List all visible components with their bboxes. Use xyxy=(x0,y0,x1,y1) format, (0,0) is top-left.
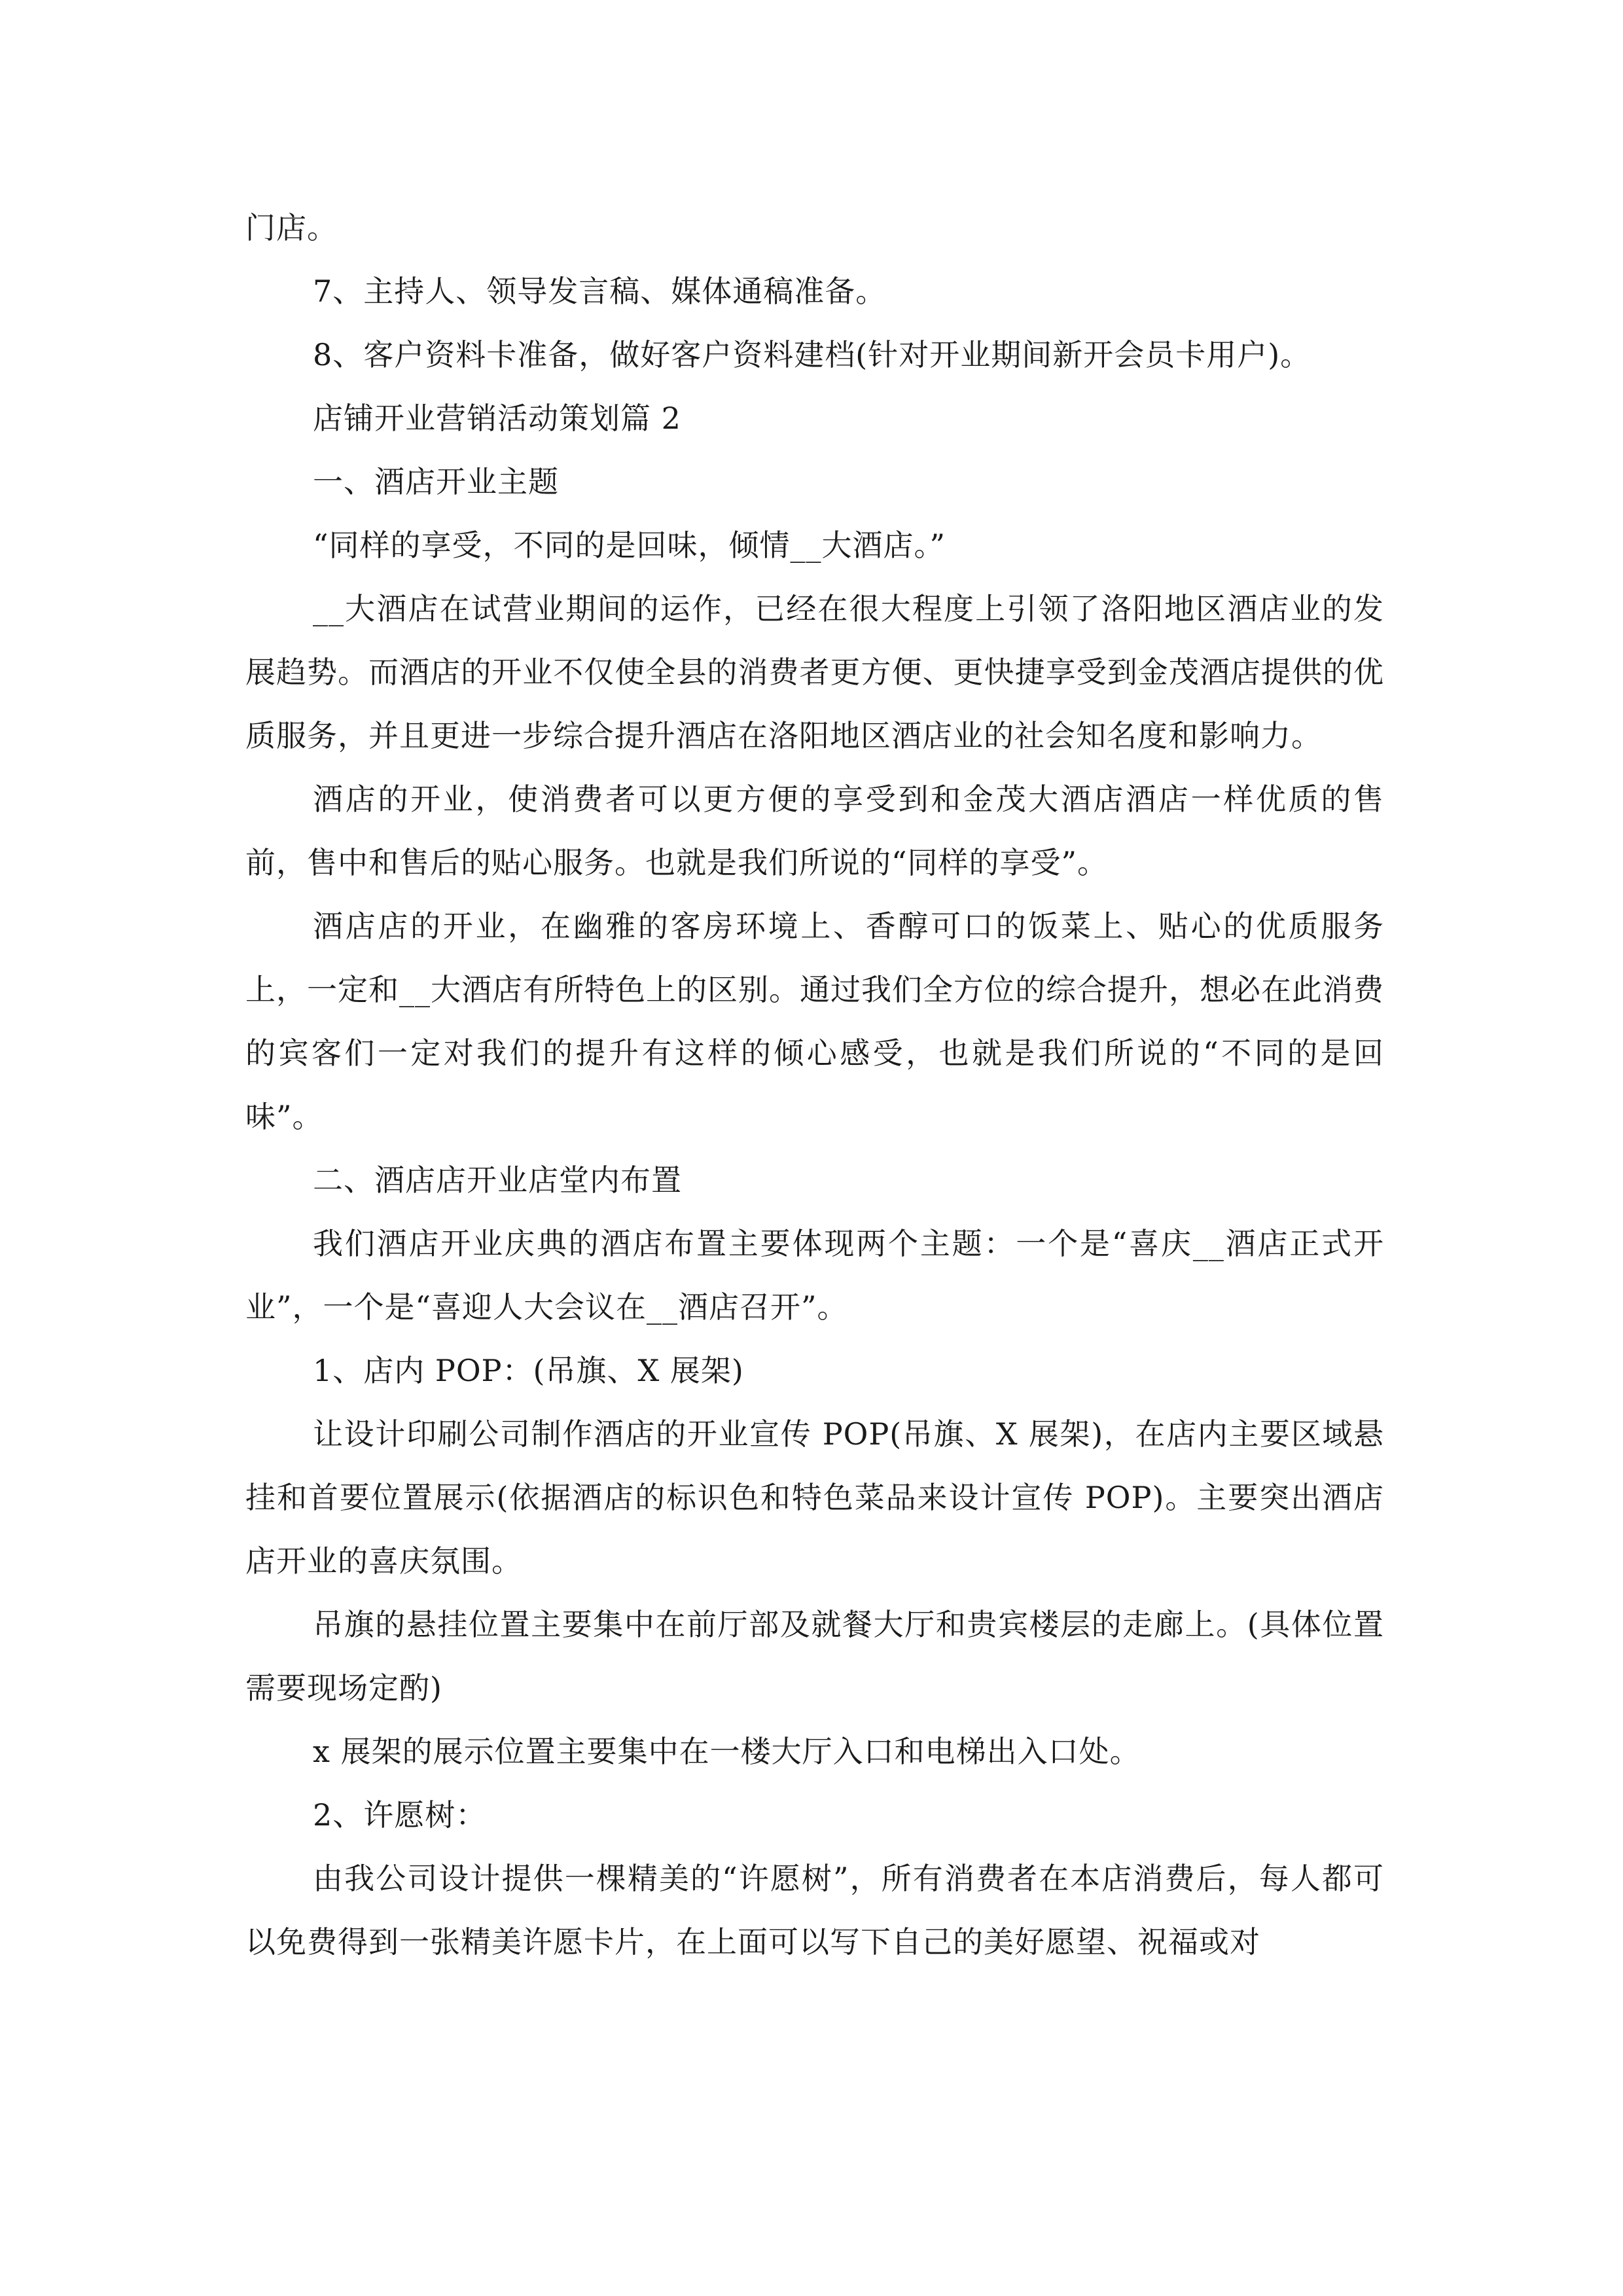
heading: 一、酒店开业主题 xyxy=(313,464,559,499)
paragraph: 由我公司设计提供一棵精美的“许愿树”，所有消费者在本店消费后，每人都可以免费得到一张精美许愿卡片，在上面可以写下自己的美好愿望、祝福或对 xyxy=(245,1861,1384,1960)
paragraph: 酒店店的开业，在幽雅的客房环境上、香醇可口的饭菜上、贴心的优质服务上，一定和__大酒店有所特色上的区别。通过我们全方位的综合提升，想必在此消费的宾客们一定对我们的提升有这样的倾心感受，也就是我们所说的“不同的是回味”。 xyxy=(245,908,1384,1134)
paragraph: 让设计印刷公司制作酒店的开业宣传 POP(吊旗、X 展架)，在店内主要区域悬挂和首要位置展示(依据酒店的标识色和特色菜品来设计宣传 POP)。主要突出酒店店开业的喜庆氛围。 xyxy=(245,1416,1384,1579)
section-title: 店铺开业营销活动策划篇 2 xyxy=(313,401,681,436)
paragraph: 8、客户资料卡准备，做好客户资料建档(针对开业期间新开会员卡用户)。 xyxy=(313,337,1311,372)
subheading: 2、许愿树： xyxy=(313,1797,487,1833)
paragraph: __大酒店在试营业期间的运作，已经在很大程度上引领了洛阳地区酒店业的发展趋势。而酒店的开业不仅使全县的消费者更方便、更快捷享受到金茂酒店提供的优质服务，并且更进一步综合提升酒店在洛阳地区酒店业的社会知名度和影响力。 xyxy=(245,591,1384,753)
paragraph: 门店。 xyxy=(245,210,338,245)
paragraph: x 展架的展示位置主要集中在一楼大厅入口和电梯出入口处。 xyxy=(313,1734,1141,1769)
paragraph: 7、主持人、领导发言稿、媒体通稿准备。 xyxy=(313,274,887,309)
paragraph: 吊旗的悬挂位置主要集中在前厅部及就餐大厅和贵宾楼层的走廊上。(具体位置需要现场定酌) xyxy=(245,1607,1384,1706)
paragraph: 酒店的开业，使消费者可以更方便的享受到和金茂大酒店酒店一样优质的售前，售中和售后的贴心服务。也就是我们所说的“同样的享受”。 xyxy=(245,781,1384,880)
paragraph: 我们酒店开业庆典的酒店布置主要体现两个主题：一个是“喜庆__酒店正式开业”，一个是“喜迎人大会议在__酒店召开”。 xyxy=(245,1226,1384,1325)
document-body xyxy=(245,196,1384,1974)
paragraph: “同样的享受，不同的是回味，倾情__大酒店。” xyxy=(313,528,946,563)
subheading: 1、店内 POP：(吊旗、X 展架) xyxy=(313,1353,744,1388)
heading: 二、酒店店开业店堂内布置 xyxy=(313,1162,682,1198)
